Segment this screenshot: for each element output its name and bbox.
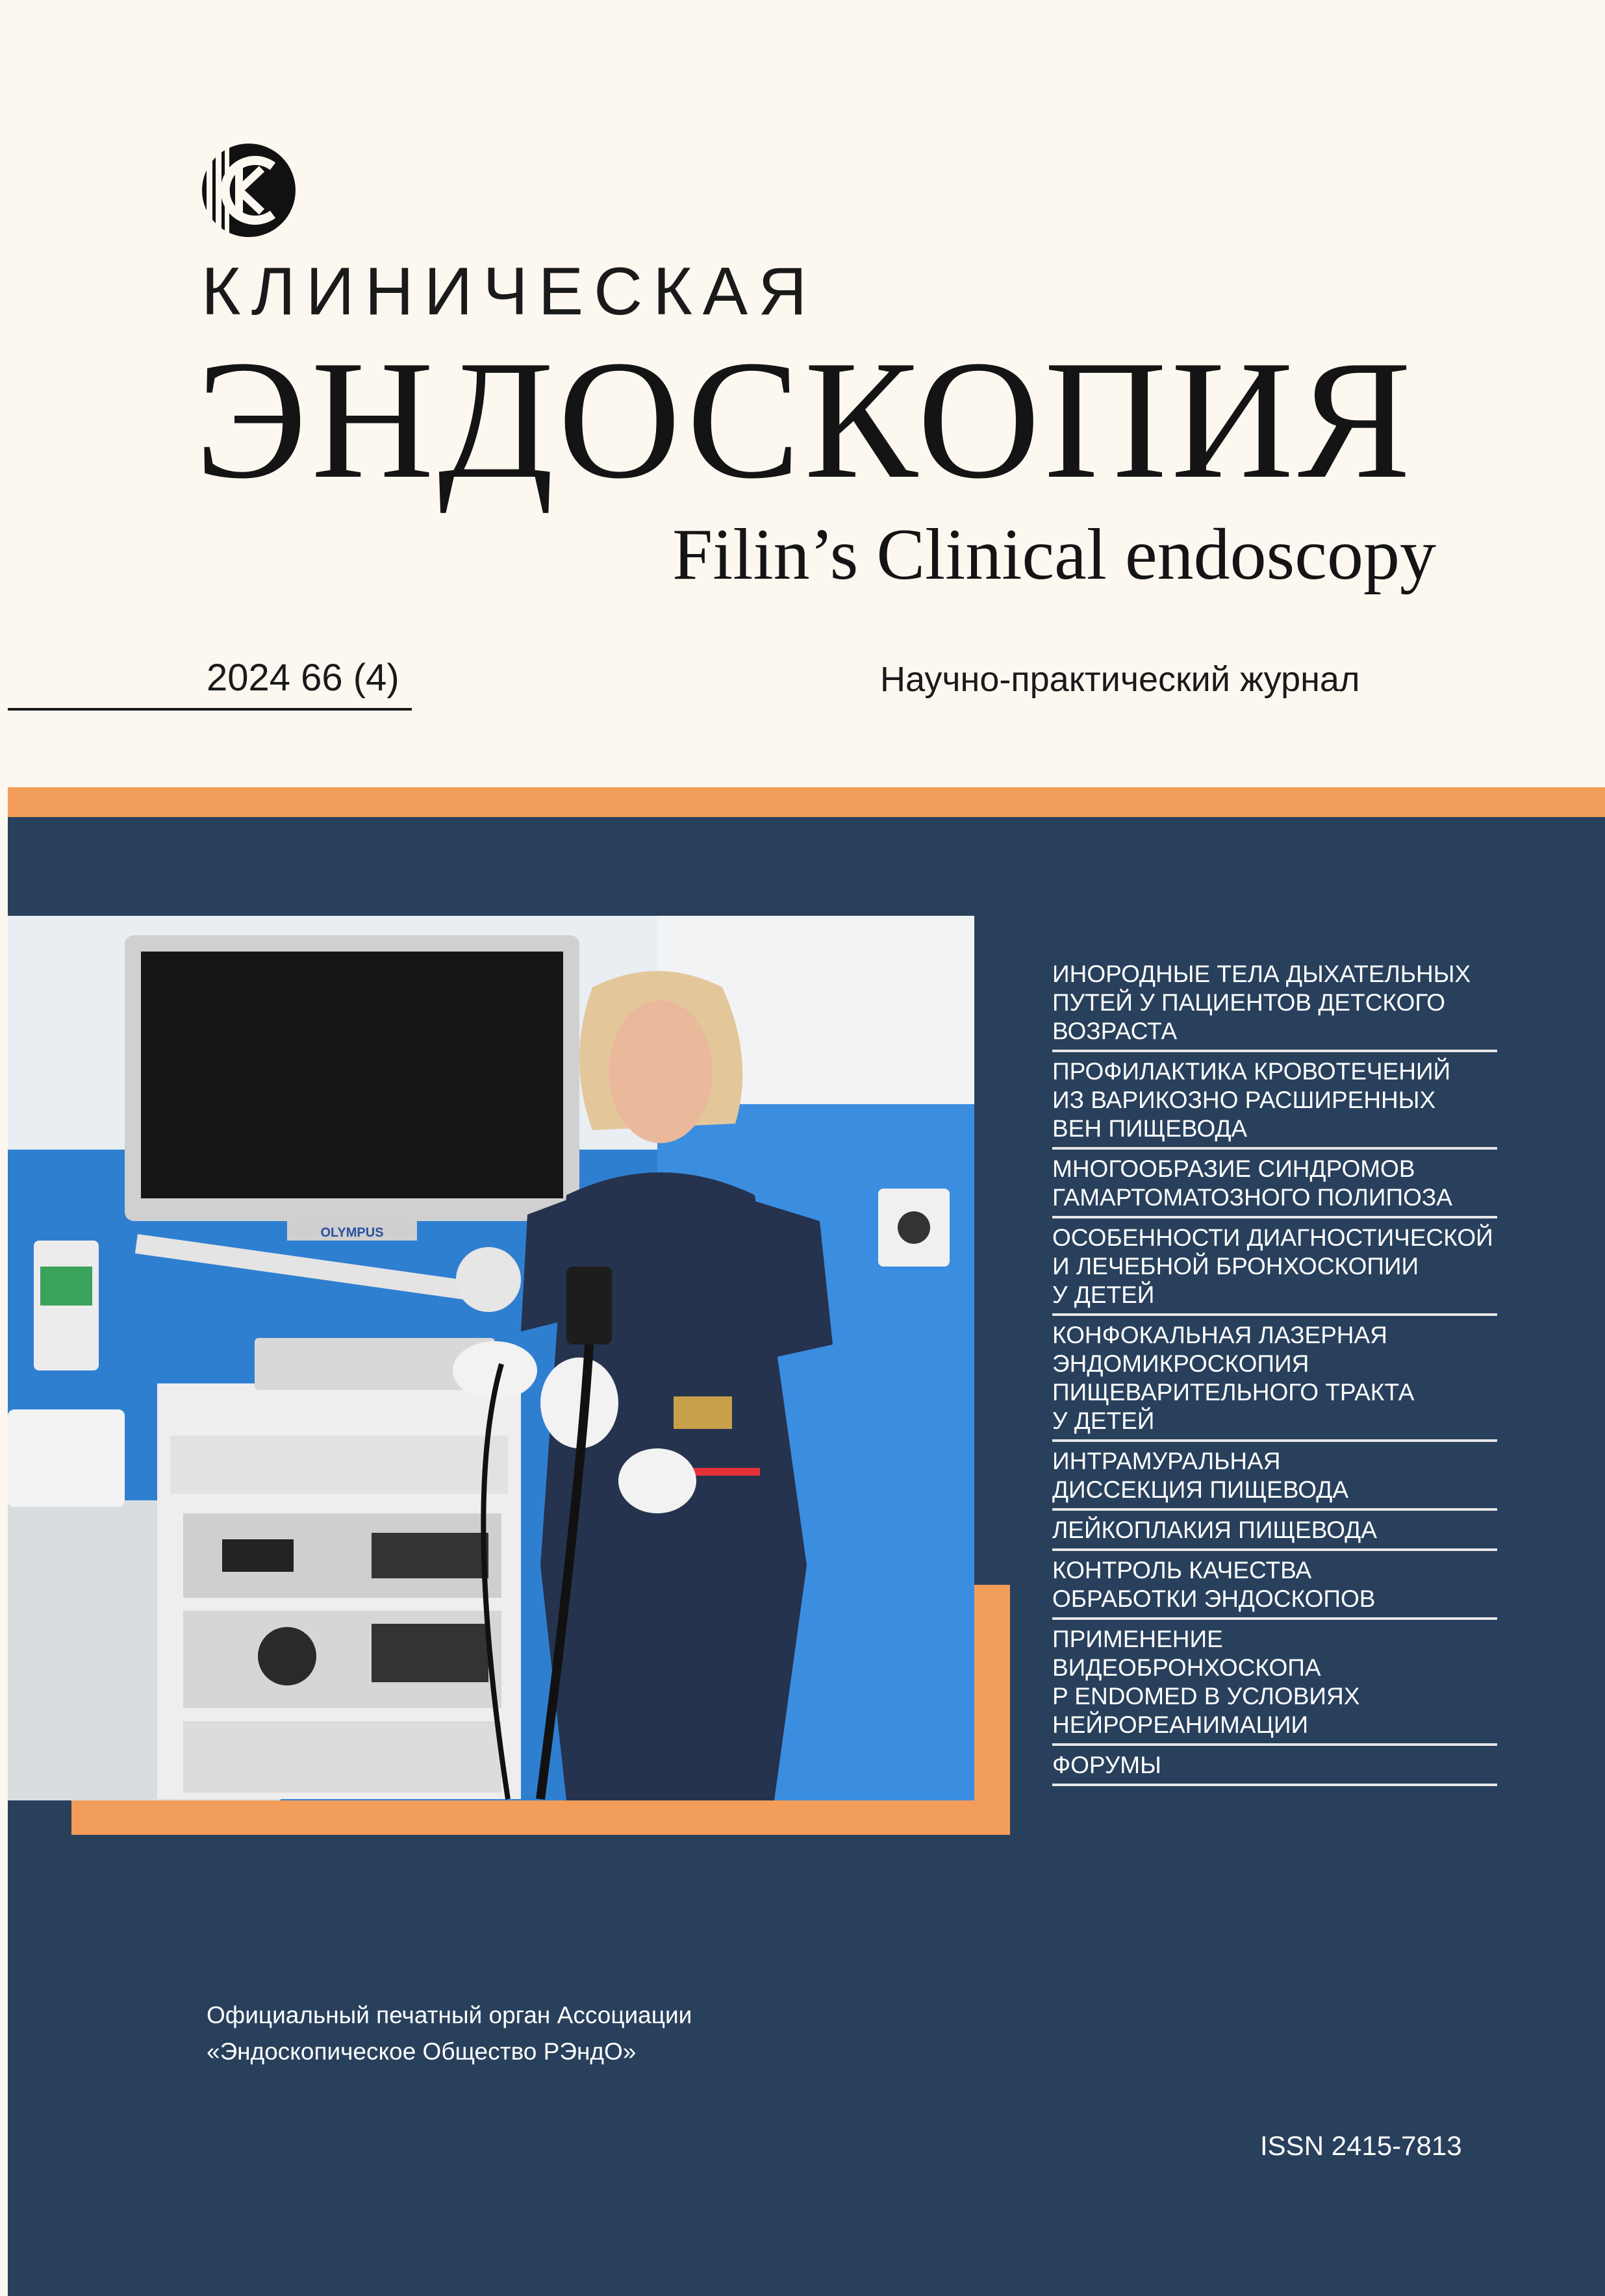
contents-item-label: ФОРУМЫ [1052,1752,1161,1778]
journal-type: Научно-практический журнал [880,660,1360,699]
contents-item-label: ИНТРАМУРАЛЬНАЯ ДИССЕКЦИЯ ПИЩЕВОДА [1052,1448,1348,1503]
title-ru-line2: ЭНДОСКОПИЯ [195,325,1415,514]
orange-band [8,787,1605,817]
contents-item[interactable] [1052,1316,1497,1442]
contents-item-label: ПРОФИЛАКТИКА КРОВОТЕЧЕНИЙ ИЗ ВАРИКОЗНО РАСШИРЕННЫХ ВЕН ПИЩЕВОДА [1052,1058,1451,1142]
contents-item-label: МНОГООБРАЗИЕ СИНДРОМОВ ГАМАРТОМАТОЗНОГО ПОЛИПОЗА [1052,1155,1452,1211]
contents-item-label: ИНОРОДНЫЕ ТЕЛА ДЫХАТЕЛЬНЫХ ПУТЕЙ У ПАЦИЕНТОВ ДЕТСКОГО ВОЗРАСТА [1052,961,1471,1044]
issue-number: 2024 66 (4) [207,657,399,699]
journal-logo-icon [200,142,297,239]
issn-number: ISSN 2415-7813 [1260,2130,1462,2161]
title-ru-line1: КЛИНИЧЕСКАЯ [201,254,818,329]
title-en: Filin’s Clinical endoscopy [672,514,1436,595]
contents-item[interactable] [1052,1442,1497,1511]
contents-item-label: ОСОБЕННОСТИ ДИАГНОСТИЧЕСКОЙ И ЛЕЧЕБНОЙ БРОНХОСКОПИИ У ДЕТЕЙ [1052,1224,1493,1308]
contents-item[interactable] [1052,1052,1497,1150]
contents-item[interactable] [1052,1218,1497,1316]
contents-item-label: ПРИМЕНЕНИЕ ВИДЕОБРОНХОСКОПА P ENDOMED В УСЛОВИЯХ НЕЙРОРЕАНИМАЦИИ [1052,1626,1360,1738]
monitor-brand-label: OLYMPUS [320,1226,384,1240]
contents-item-label: КОНФОКАЛЬНАЯ ЛАЗЕРНАЯ ЭНДОМИКРОСКОПИЯ ПИЩЕВАРИТЕЛЬНОГО ТРАКТА У ДЕТЕЙ [1052,1322,1415,1434]
contents-item[interactable] [1052,1620,1497,1746]
contents-item[interactable] [1052,1150,1497,1218]
endoscopy-cart-photo [8,916,974,1800]
contents-item-label: ЛЕЙКОПЛАКИЯ ПИЩЕВОДА [1052,1517,1377,1543]
issue-underline [8,708,412,711]
contents-item[interactable] [1052,1551,1497,1620]
publisher-note: Официальный печатный орган Ассоциации «Эндоскопическое Общество РЭндО» [207,2002,692,2065]
contents-list [1052,955,1497,1786]
contents-item[interactable] [1052,1746,1497,1786]
contents-item[interactable] [1052,955,1497,1052]
contents-item-label: КОНТРОЛЬ КАЧЕСТВА ОБРАБОТКИ ЭНДОСКОПОВ [1052,1557,1376,1612]
contents-item[interactable] [1052,1511,1497,1551]
